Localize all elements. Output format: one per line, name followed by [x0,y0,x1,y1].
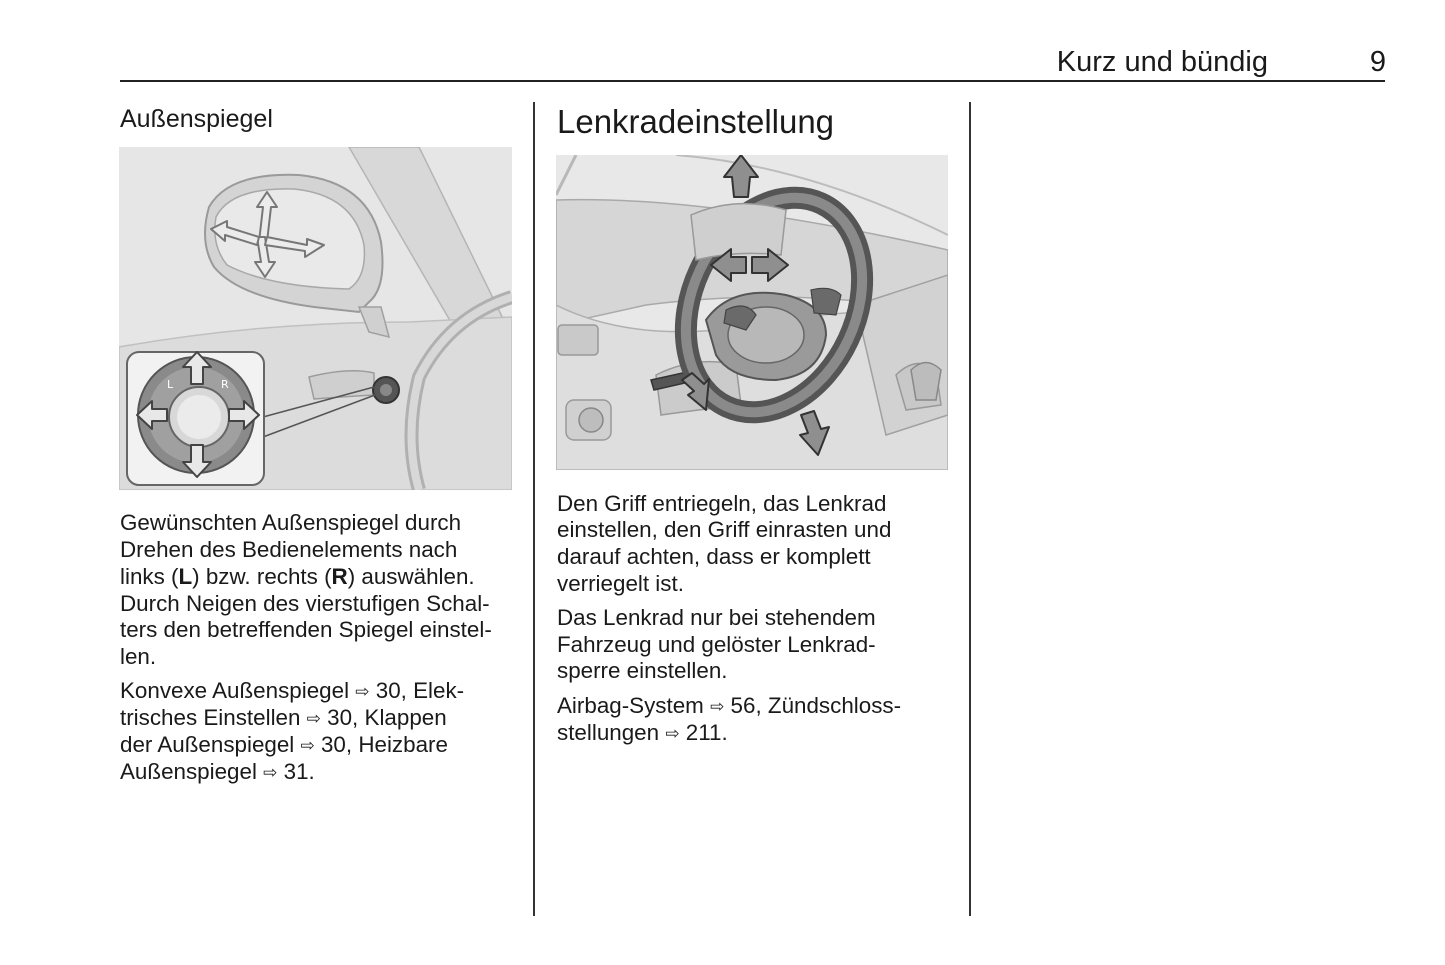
page-ref-icon: ⇨ [306,709,321,728]
mirror-switch-icon [127,352,264,485]
section-heading: Lenkradeinstellung [557,103,835,140]
text-line: Drehen des Bedienelements nach [120,537,458,562]
text-line: sperre einstellen. [557,658,728,683]
page-ref-icon: ⇨ [300,736,315,755]
page-ref-icon: ⇨ [263,763,278,782]
section-lenkradeinstellung [557,102,952,142]
section-aussenspiegel [120,103,515,135]
text-line: ters den betreffenden Spiegel einstel- [120,617,492,642]
section-heading: Außenspiegel [120,105,273,133]
page-ref-icon: ⇨ [710,697,725,716]
text-line: len. [120,644,157,669]
switch-label-right: R [221,378,229,391]
text-line-ref: trisches Einstellen ⇨ 30, Klappen [120,705,447,730]
text-line: Fahrzeug und gelöster Lenkrad- [557,632,876,657]
text-line: darauf achten, dass er komplett [557,544,871,569]
text-line-ref: Airbag-System ⇨ 56, Zündschloss- [557,693,902,718]
column-divider-left [533,102,535,916]
steering-wheel-adjust-icon [556,155,948,470]
text-line: Den Griff entriegeln, das Lenkrad [557,491,887,516]
header-title: Kurz und bündig [1056,46,1268,78]
mirror-figure [119,147,512,490]
text-line-mixed: links (L) bzw. rechts (R) auswählen. [120,564,475,589]
text-line: Das Lenkrad nur bei stehendem [557,605,876,630]
text-line-ref: stellungen ⇨ 211. [557,720,728,745]
page-ref-icon: ⇨ [665,724,680,743]
text-line: einstellen, den Griff einrasten und [557,517,892,542]
text-line-ref: Konvexe Außenspiegel ⇨ 30, Elek- [120,678,465,703]
header-rule [120,80,1385,82]
text-line: Gewünschten Außenspiegel durch [120,510,462,535]
page-number: 9 [1369,46,1386,78]
switch-label-left: L [167,378,174,391]
text-line-ref: der Außenspiegel ⇨ 30, Heizbare [120,732,448,757]
text-line-ref: Außenspiegel ⇨ 31. [120,759,315,784]
column-divider-right [969,102,971,916]
text-line: Durch Neigen des vierstufigen Schal- [120,591,490,616]
page-ref-icon: ⇨ [355,682,370,701]
text-line: verriegelt ist. [557,571,684,596]
steering-figure [556,155,948,470]
